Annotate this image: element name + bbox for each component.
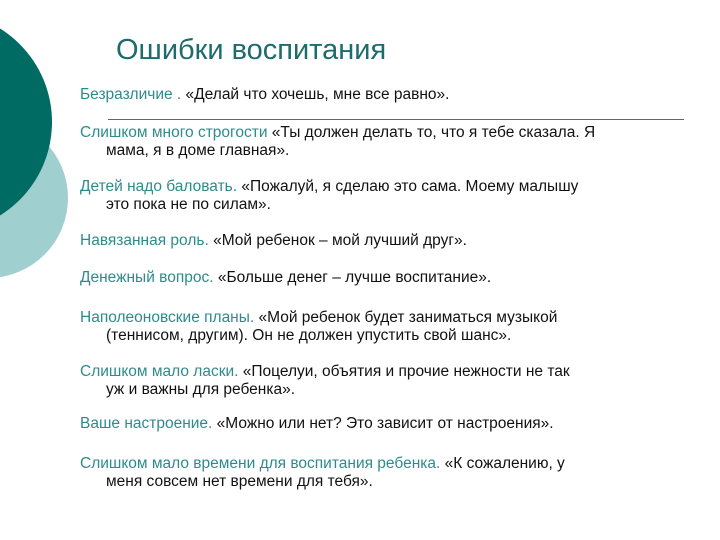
item-first-line (80, 178, 684, 196)
item-key: Денежный вопрос. (80, 269, 214, 286)
item-key: Слишком много строгости (80, 124, 268, 141)
item-key: Навязанная роль. (80, 232, 209, 249)
item-first-line (80, 86, 684, 104)
list-item (80, 86, 684, 104)
item-text: «Больше денег – лучше воспитание». (217, 269, 492, 286)
item-key: Безразличие . (80, 86, 182, 103)
item-key: Слишком мало ласки. (80, 363, 239, 380)
list-item (80, 309, 684, 345)
list-item (80, 178, 684, 214)
list-item (80, 363, 684, 399)
item-text: «Ты должен делать то, что я тебе сказала. Я (271, 124, 596, 141)
list-item (80, 232, 684, 250)
item-continuation-line: мама, я в доме главная». (106, 142, 290, 159)
item-text: «Делай что хочешь, мне все равно». (185, 86, 450, 103)
item-text: «Мой ребенок – мой лучший друг». (213, 232, 467, 249)
item-first-line (80, 309, 684, 327)
item-continuation-line: уж и важны для ребенка». (106, 381, 296, 398)
item-first-line (80, 415, 684, 433)
item-text: «Поцелуи, объятия и прочие нежности не так (242, 363, 570, 380)
list-item (80, 455, 684, 491)
slide-title: Ошибки воспитания (116, 34, 387, 66)
item-text: «Можно или нет? Это зависит от настроения». (216, 415, 554, 432)
item-first-line (80, 232, 684, 250)
list-item (80, 269, 684, 287)
title-divider (108, 119, 684, 120)
list-item (80, 415, 684, 433)
list-item (80, 124, 684, 160)
item-first-line (80, 124, 684, 142)
item-key: Детей надо баловать. (80, 178, 238, 195)
item-continuation-line: это пока не по силам». (106, 196, 271, 213)
item-text: «Пожалуй, я сделаю это сама. Моему малышу (241, 178, 579, 195)
item-first-line (80, 363, 684, 381)
item-first-line (80, 455, 684, 473)
item-continuation-line: (теннисом, другим). Он не должен упустить свой шанс». (106, 327, 512, 344)
item-key: Ваше настроение. (80, 415, 213, 432)
item-first-line (80, 269, 684, 287)
item-text: «Мой ребенок будет заниматься музыкой (258, 309, 558, 326)
item-text: «К сожалению, у (444, 455, 565, 472)
item-key: Слишком мало времени для воспитания ребенка. (80, 455, 441, 472)
item-continuation-line: меня совсем нет времени для тебя». (106, 473, 373, 490)
item-key: Наполеоновские планы. (80, 309, 255, 326)
